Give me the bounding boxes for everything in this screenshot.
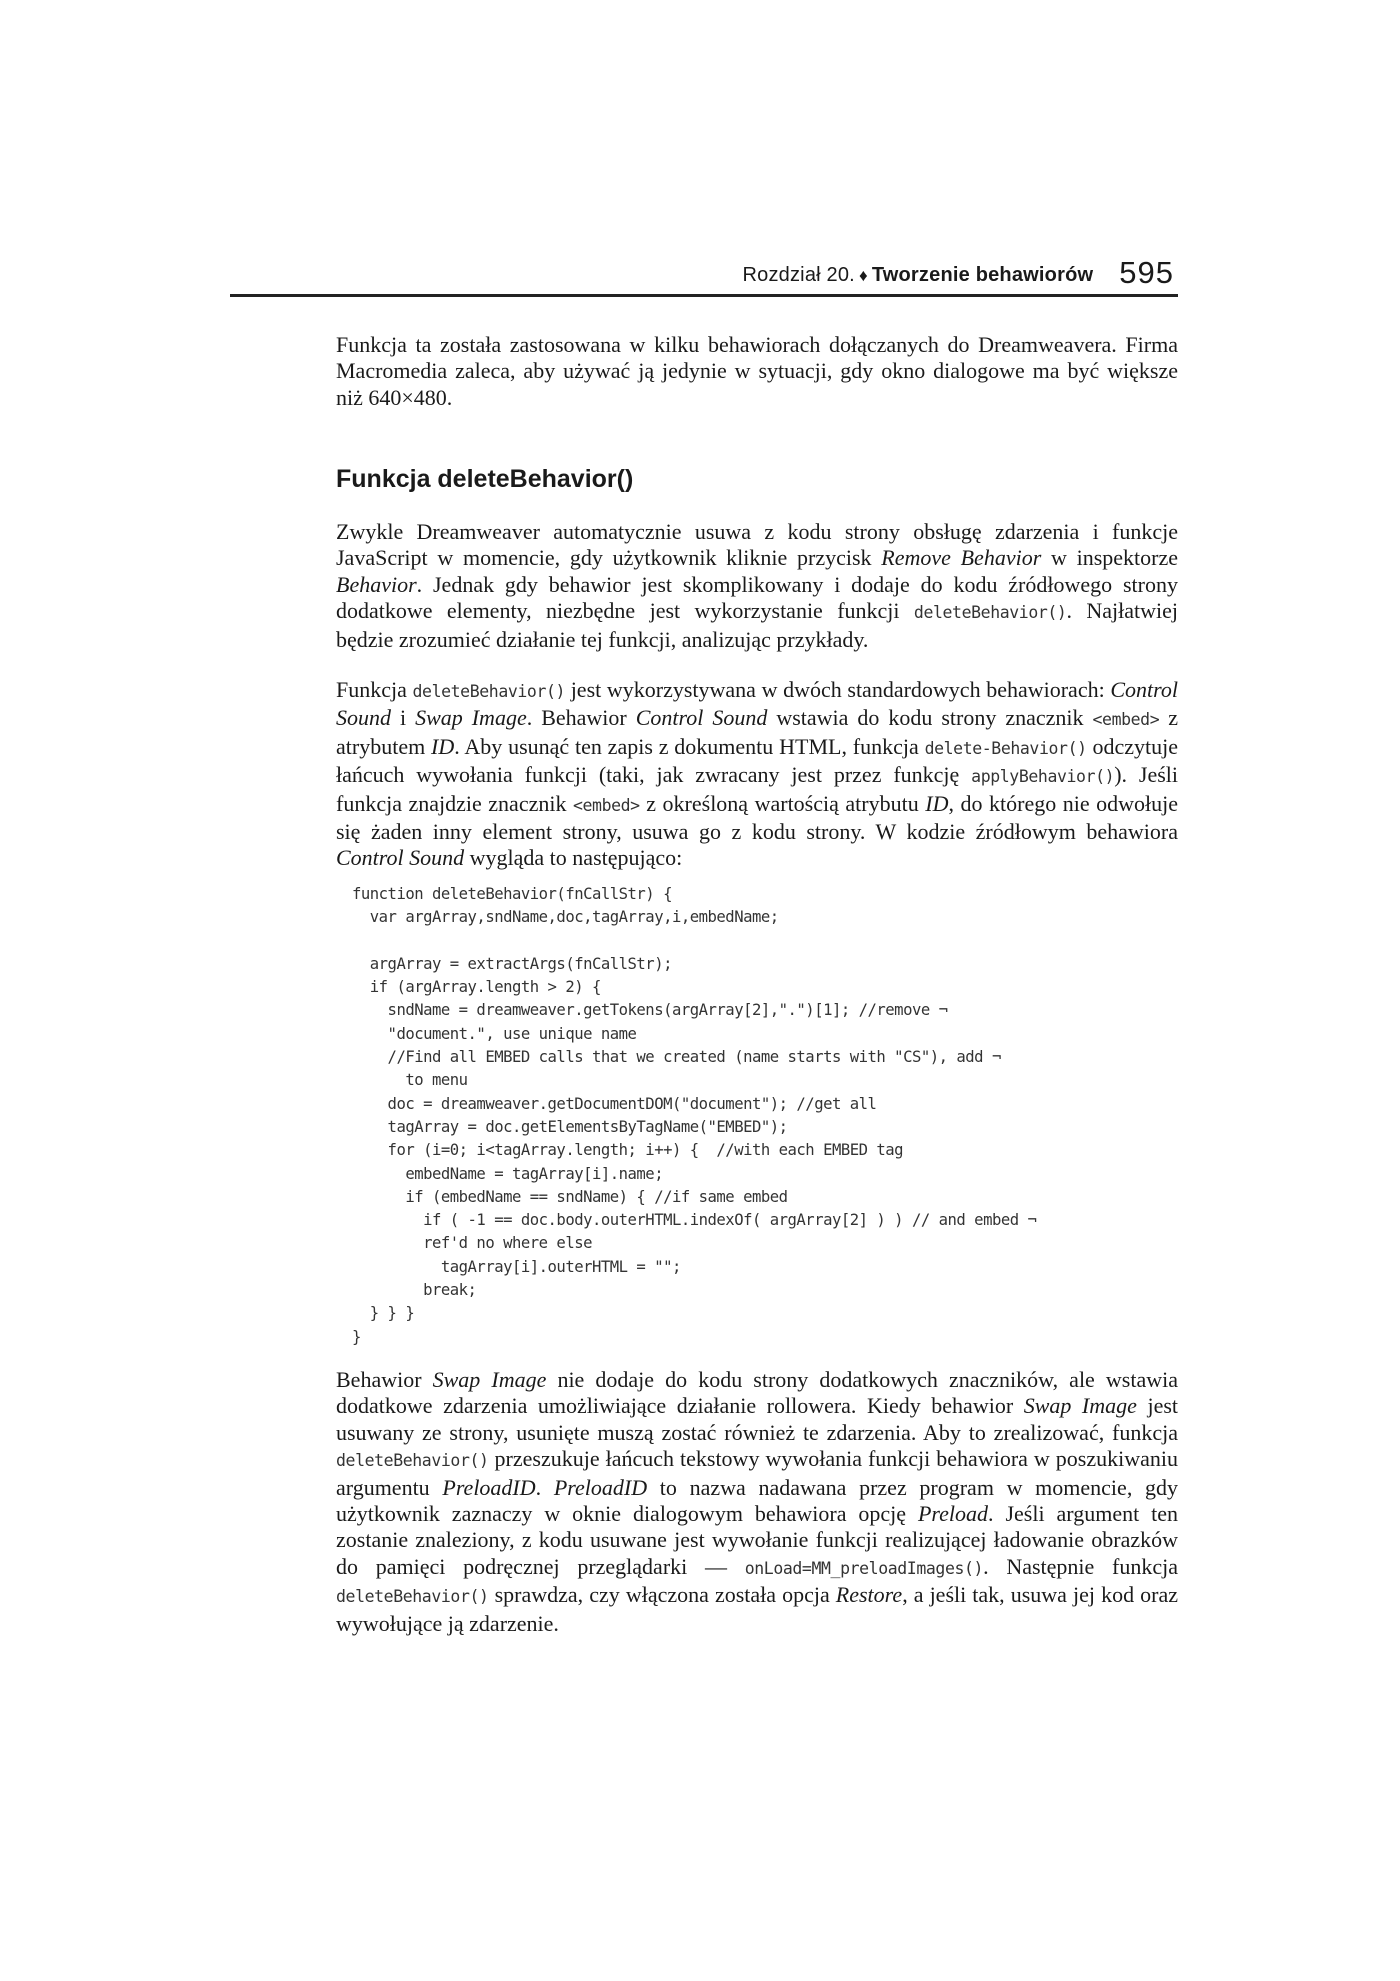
inline-code: <embed> (572, 795, 640, 815)
book-page (230, 0, 1178, 1981)
paragraph-intro: Funkcja ta została zastosowana w kilku behawiorach dołączanych do Dreamweavera. Firma Macromedia zaleca, aby używać ją jedynie w sytuacji, gdy okno dialogowe ma być większe niż 640×480. (336, 332, 1178, 410)
italic-term: Control Sound (336, 677, 1178, 731)
text-run: nie dodaje do kodu strony dodatkowych znaczników, ale wstawia dodatkowe zdarzenia umożliwiające działanie rollowera. Kiedy behawior (336, 1367, 1178, 1419)
text-run: ). Jeśli funkcja znajdzie znacznik (336, 762, 1178, 816)
code-line (352, 930, 1182, 953)
text-run: w inspektorze (1041, 545, 1179, 571)
italic-term: ID (431, 733, 455, 759)
text-run: wygląda to następująco: (464, 845, 683, 871)
italic-term: ID (925, 790, 949, 816)
inline-code: delete-Behavior() (924, 738, 1087, 758)
inline-code: deleteBehavior() (913, 603, 1067, 623)
text-run: przeszukuje łańcuch tekstowy wywołania funkcji behawiora w poszukiwaniu argumentu (336, 1446, 1178, 1500)
code-line: argArray = extractArgs(fnCallStr); (352, 954, 672, 973)
inline-code: applyBehavior() (971, 767, 1115, 787)
text-run: odczytuje łańcuch wywołania funkcji (taki, jak zwracany jest przez funkcję (336, 733, 1178, 788)
section-heading: Funkcja deleteBehavior() (336, 465, 634, 493)
italic-term: Remove Behavior (881, 545, 1042, 571)
page-number: 595 (1119, 255, 1174, 290)
code-line: if (embedName == sndName) { //if same embed (352, 1187, 788, 1206)
code-line: //Find all EMBED calls that we created (name starts with "CS"), add ¬ (352, 1048, 1001, 1067)
paragraph-delete-behavior (336, 519, 1178, 653)
text-run: Zwykle Dreamweaver automatycznie usuwa z kodu strony obsługę zdarzenia i funkcje JavaScript w momencie, gdy użytkownik kliknie przycisk (336, 519, 1178, 571)
paragraph-usage (336, 677, 1178, 872)
text-run: z określoną wartością atrybutu (639, 790, 926, 816)
code-line: to menu (352, 1071, 468, 1090)
text-run: , a jeśli tak, usuwa jej kod oraz wywołujące ją zdarzenie. (336, 1582, 1178, 1636)
code-listing (352, 883, 1182, 1349)
code-line: var argArray,sndName,doc,tagArray,i,embedName; (352, 908, 779, 927)
text-run: wstawia do kodu strony znacznik (767, 705, 1093, 731)
text-run: jest wykorzystywana w dwóch standardowych behawiorach: (565, 677, 1111, 702)
italic-term: Control Sound (635, 705, 768, 731)
text-run: sprawdza, czy włączona została opcja (488, 1582, 836, 1608)
code-line: "document.", use unique name (352, 1024, 637, 1043)
code-line: if (argArray.length > 2) { (352, 978, 601, 997)
text-run: Behawior (336, 1367, 433, 1392)
text-run: z atrybutem (336, 705, 1178, 759)
italic-term: PreloadID (553, 1474, 648, 1500)
text-run: jest usuwany ze strony, usunięte muszą zostać również te zdarzenia. Aby to zrealizować, funkcja (336, 1393, 1179, 1445)
code-line: ref'd no where else (352, 1234, 592, 1253)
code-line: tagArray = doc.getElementsByTagName("EMBED"); (352, 1117, 788, 1136)
italic-term: Swap Image (415, 705, 527, 731)
chapter-title: Tworzenie behawiorów (871, 264, 1094, 286)
code-line: doc = dreamweaver.getDocumentDOM("document"); //get all (352, 1094, 877, 1113)
text-run: . Behawior (526, 705, 636, 731)
chapter-prefix: Rozdział 20. (742, 264, 855, 286)
italic-term: Preload (917, 1501, 989, 1527)
inline-code: <embed> (1092, 710, 1160, 730)
italic-term: Swap Image (432, 1367, 547, 1392)
text-run: . Najłatwiej będzie zrozumieć działanie tej funkcji, analizując przykłady. (336, 598, 1178, 652)
italic-term: PreloadID (442, 1474, 536, 1500)
code-line: sndName = dreamweaver.getTokens(argArray[2],".")[1]; //remove ¬ (352, 1001, 948, 1020)
text-run: . Aby usunąć ten zapis z dokumentu HTML, funkcja (454, 733, 925, 759)
code-line: for (i=0; i<tagArray.length; i++) { //with each EMBED tag (352, 1141, 904, 1160)
inline-code: deleteBehavior() (336, 1587, 489, 1607)
code-line: } (352, 1327, 361, 1346)
text-run: , do którego nie odwołuje się żaden inny element strony, usuwa go z kodu strony. W kodzie źródłowym behawiora (336, 790, 1179, 845)
text-run: Funkcja (336, 677, 413, 702)
running-header (230, 254, 1178, 297)
code-line: if ( -1 == doc.body.outerHTML.indexOf( argArray[2] ) ) // and embed ¬ (352, 1211, 1037, 1230)
inline-code: onLoad=MM_preloadImages() (744, 1558, 984, 1578)
text-run: . Następnie funkcja (983, 1553, 1178, 1579)
text-run: . Jeśli argument ten zostanie znaleziony, z kodu usuwane jest wywołanie funkcji realizującej ładowanie obrazków do pamięci podręcznej przeglądarki — (336, 1501, 1179, 1579)
code-line: break; (352, 1281, 477, 1300)
code-line: function deleteBehavior(fnCallStr) { (352, 885, 672, 903)
text-run: . Jednak gdy behawior jest skomplikowany i dodaje do kodu źródłowego strony dodatkowe elementy, niezbędne jest wykorzystanie funkcji (336, 571, 1178, 624)
chapter-label (742, 264, 1093, 294)
italic-term: Control Sound (336, 845, 465, 871)
italic-term: Swap Image (1023, 1393, 1137, 1419)
text-run: . (535, 1474, 554, 1500)
code-line: } } } (352, 1304, 415, 1323)
text-run: to nazwa nadawana przez program w momencie, gdy użytkownik zaznaczy w oknie dialogowym behawiora opcję (336, 1474, 1178, 1527)
inline-code: deleteBehavior() (336, 1451, 489, 1471)
italic-term: Behavior (336, 571, 417, 597)
text-run: i (391, 705, 416, 731)
paragraph-swap-image (336, 1367, 1178, 1637)
inline-code: deleteBehavior() (412, 682, 566, 701)
code-line: tagArray[i].outerHTML = ""; (352, 1257, 681, 1276)
code-line: embedName = tagArray[i].name; (352, 1164, 664, 1183)
diamond-icon: ♦ (858, 266, 868, 285)
italic-term: Restore (835, 1582, 903, 1608)
